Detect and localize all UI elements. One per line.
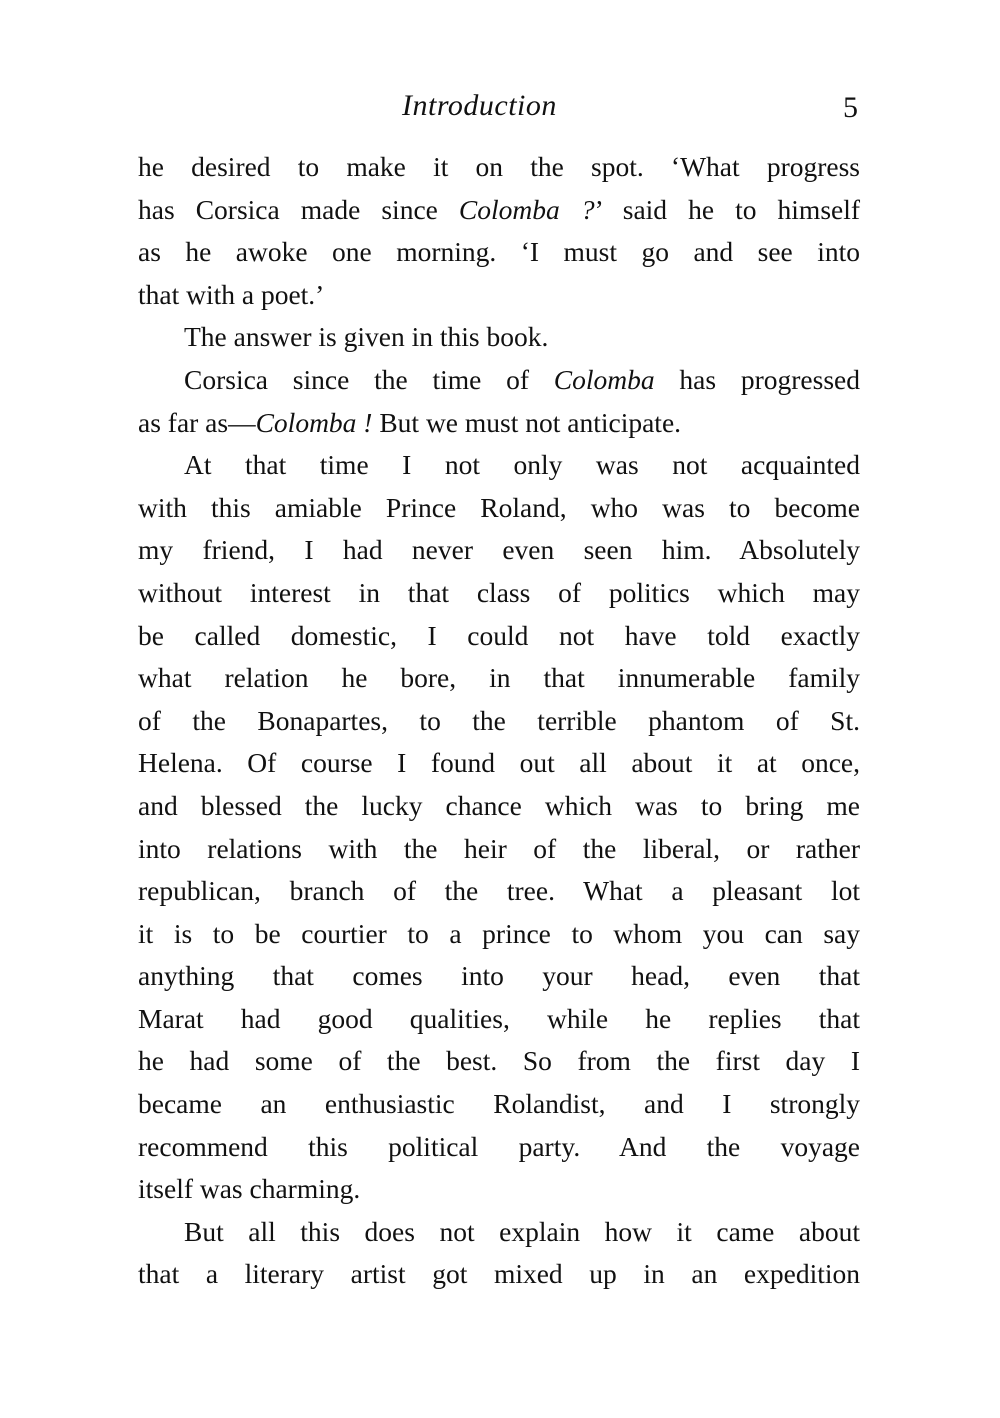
text-fragment: ’ said he to himself [594,193,861,225]
body-text [138,146,860,1296]
text-line: be called domestic, I could not have told exactly [138,619,860,651]
text-line: anything that comes into your head, even that [138,960,860,992]
text-line: recommend this political party. And the voyage [138,1130,860,1162]
text-line: into relations with the heir of the liberal, or rather [138,832,860,864]
text-line: that a literary artist got mixed up in an expedition [138,1258,860,1290]
paragraph-continued [138,146,860,316]
text-line: as he awoke one morning. ‘I must go and see into [138,236,860,268]
paragraph [138,1211,860,1296]
text-line [138,189,860,232]
running-title: Introduction [402,89,557,122]
paragraph [138,444,860,1211]
text-line: itself was charming. [138,1173,361,1205]
text-line: my friend, I had never even seen him. Absolutely [138,534,860,566]
italic-title: Colomba ! [255,406,373,438]
italic-title: Colomba ? [458,193,595,225]
text-line: Marat had good qualities, while he replies that [138,1002,860,1034]
page-number: 5 [843,91,858,124]
text-line: he desired to make it on the spot. ‘What progress [138,151,860,182]
text-line [138,402,860,445]
text-fragment: has progressed [654,363,860,395]
text-line: Helena. Of course I found out all about it at once, [138,747,860,779]
paragraph [138,359,860,444]
text-line: republican, branch of the tree. What a pleasant lot [138,875,860,907]
text-line: without interest in that class of politics which may [138,576,860,608]
text-line: and blessed the lucky chance which was to bring me [138,789,860,821]
text-line: The answer is given in this book. [184,321,549,353]
text-fragment: Corsica since the time of [184,363,554,395]
text-line: he had some of the best. So from the first day I [138,1045,860,1077]
text-line: of the Bonapartes, to the terrible phantom of St. [138,704,860,736]
text-fragment: as far as— [138,406,256,438]
paragraph [138,316,860,359]
text-line: that with a poet.’ [138,278,325,310]
text-line: At that time I not only was not acquainted [184,449,860,481]
text-line: But all this does not explain how it came about [184,1215,860,1247]
text-line: with this amiable Prince Roland, who was to become [138,491,860,523]
running-head [0,84,1000,134]
text-line: it is to be courtier to a prince to whom you can say [138,917,860,949]
italic-title: Colomba [553,363,655,395]
text-line [138,359,860,402]
text-line: became an enthusiastic Rolandist, and I strongly [138,1088,860,1120]
text-line: what relation he bore, in that innumerable family [138,662,860,694]
text-fragment: But we must not anticipate. [372,406,682,438]
text-fragment: has Corsica made since [138,193,459,225]
